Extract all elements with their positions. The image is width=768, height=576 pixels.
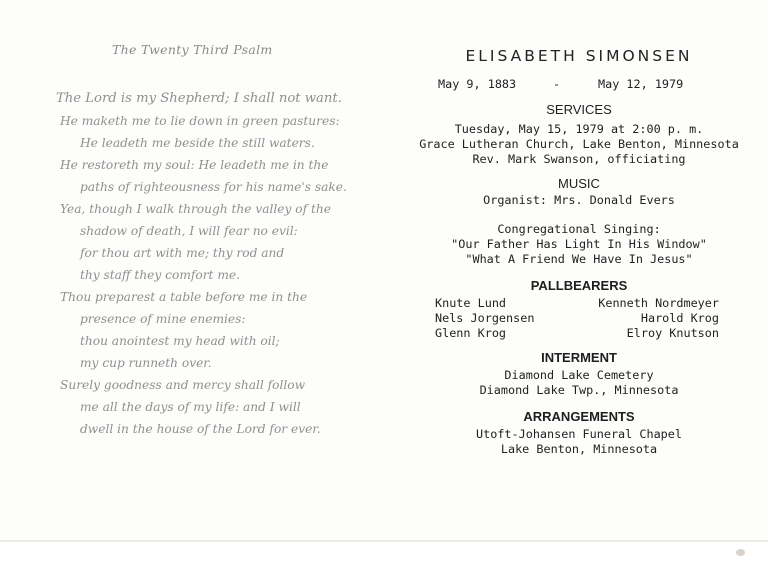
psalm-line: The Lord is my Shepherd; I shall not want. <box>56 91 342 106</box>
psalm-line: shadow of death, I will fear no evil: <box>80 224 298 238</box>
psalm-line: Yea, though I walk through the valley of the <box>60 202 331 216</box>
pallbearer-name: Kenneth Nordmeyer <box>598 296 719 310</box>
card-edge <box>0 540 768 542</box>
organist-line: Organist: Mrs. Donald Evers <box>483 193 675 207</box>
services-line: Tuesday, May 15, 1979 at 2:00 p. m. <box>454 122 704 136</box>
pallbearer-name: Glenn Krog <box>435 326 507 340</box>
deceased-name: ELISABETH SIMONSEN <box>465 47 693 65</box>
psalm-line: for thou art with me; thy rod and <box>80 246 285 260</box>
psalm-line: presence of mine enemies: <box>80 312 246 326</box>
pallbearer-name: Harold Krog <box>640 311 719 325</box>
psalm-line: me all the days of my life: and I will <box>80 400 301 414</box>
psalm-panel <box>0 0 380 540</box>
psalm-line: Surely goodness and mercy shall follow <box>60 378 306 392</box>
psalm-line: He maketh me to lie down in green pastures: <box>60 114 340 128</box>
arrangements-line: Utoft-Johansen Funeral Chapel <box>476 427 682 441</box>
interment-heading: INTERMENT <box>541 350 617 365</box>
interment-line: Diamond Lake Twp., Minnesota <box>479 383 679 397</box>
pallbearer-name: Elroy Knutson <box>626 326 719 340</box>
pallbearers-heading: PALLBEARERS <box>530 278 628 293</box>
date-dash: - <box>553 77 561 91</box>
music-heading: MUSIC <box>558 176 600 191</box>
arrangements-heading: ARRANGEMENTS <box>523 409 635 424</box>
interment-line: Diamond Lake Cemetery <box>504 368 654 382</box>
psalm-line: dwell in the house of the Lord for ever. <box>80 422 321 436</box>
paper-smudge <box>736 549 745 556</box>
psalm-line: Thou preparest a table before me in the <box>60 290 308 304</box>
birth-date: May 9, 1883 <box>438 77 517 91</box>
pallbearer-name: Knute Lund <box>435 296 507 310</box>
services-line: Grace Lutheran Church, Lake Benton, Minnesota <box>419 137 739 151</box>
death-date: May 12, 1979 <box>598 77 684 91</box>
psalm-line: thou anointest my head with oil; <box>80 334 280 348</box>
arrangements-line: Lake Benton, Minnesota <box>500 442 658 456</box>
psalm-line: my cup runneth over. <box>80 356 212 370</box>
psalm-line: He restoreth my soul: He leadeth me in the <box>60 158 329 172</box>
psalm-line: thy staff they comfort me. <box>80 268 240 282</box>
services-line: Rev. Mark Swanson, officiating <box>472 152 686 166</box>
psalm-line: He leadeth me beside the still waters. <box>80 136 315 150</box>
hymn-title: "What A Friend We Have In Jesus" <box>465 252 693 266</box>
psalm-title: The Twenty Third Psalm <box>112 42 273 57</box>
pallbearer-name: Nels Jorgensen <box>435 311 535 325</box>
hymn-title: "Our Father Has Light In His Window" <box>451 237 707 251</box>
services-heading: SERVICES <box>546 102 612 117</box>
congregational-singing-label: Congregational Singing: <box>497 222 661 236</box>
service-program-panel <box>390 0 768 540</box>
psalm-line: paths of righteousness for his name's sake. <box>80 180 347 194</box>
